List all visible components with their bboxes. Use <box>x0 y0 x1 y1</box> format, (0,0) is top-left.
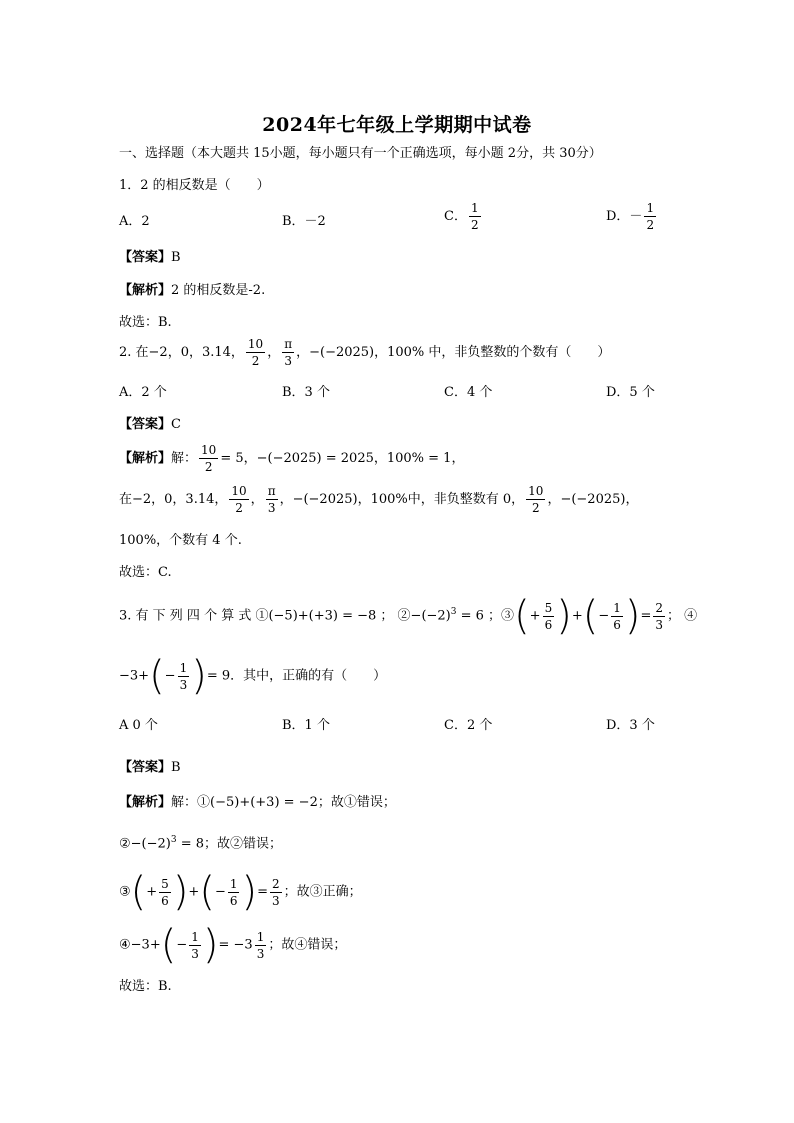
q3-choose: 故选：B. <box>119 979 172 994</box>
q3-option-b: B．1 个 <box>282 718 330 733</box>
q2-analysis-line2: 在−2，0，3.14， $\frac{10}{2}$ ， $\frac{\pi}{3}$ ，−(−2025)，100%中，非负整数有 0， $\frac{10}{2}$ ，−(−2025)， <box>119 484 639 515</box>
fraction: $\frac{1}{2}$ <box>646 201 655 232</box>
q1-stem: 1．2 的相反数是（ ） <box>119 178 270 193</box>
q1-answer: 【答案】B <box>119 250 181 265</box>
q2-analysis-line3: 100%，个数有 4 个. <box>119 533 242 548</box>
q2-analysis: 【解析】解： $\frac{10}{2}$ = 5，−(−2025) = 2025，100% = 1， <box>119 443 465 474</box>
q3-stem-line2: −3+(− $\frac{1}{3}$ )= 9．其中，正确的有（ ） <box>119 653 387 699</box>
q3-option-d: D．3 个 <box>606 718 655 733</box>
q3-option-c: C．2 个 <box>444 718 493 733</box>
q1-choose: 故选：B. <box>119 315 172 330</box>
q3-analysis-step3: ③(+ $\frac{5}{6}$ )+(− $\frac{1}{6}$ )= $\frac{2}{3}$ ；故③正确； <box>119 869 362 915</box>
q3-analysis-step2: $②-(-2)^3 = 8$；故②错误； <box>119 835 283 852</box>
fraction: $\frac{1}{2}$ <box>470 201 479 232</box>
q2-option-c: C．4 个 <box>444 385 493 400</box>
q3-stem: 3. 有 下 列 四 个 算 式 ①(−5)+(+3) = −8 ； $②-(-2)^3 = 6$ ；③(+ $\frac{5}{6}$ )+(− $\frac{1}{6}$ )= $\frac{2}{3}$ ； ④ <box>119 593 698 639</box>
q2-choose: 故选：C. <box>119 565 172 580</box>
q1-option-d: D．－ $\frac{1}{2}$ <box>606 201 655 232</box>
page-title: 2024年七年级上学期期中试卷 <box>262 114 532 136</box>
q3-analysis: 【解析】解：①(−5)+(+3) = −2；故①错误； <box>119 795 396 810</box>
q1-option-a: A．2 <box>119 214 150 229</box>
q2-option-d: D．5 个 <box>606 385 655 400</box>
q3-option-a: A 0 个 <box>119 718 158 733</box>
q1-option-c: C． $\frac{1}{2}$ <box>444 201 479 232</box>
q2-stem: 2. 在−2，0，3.14， $\frac{10}{2}$ ， $\frac{\pi}{3}$ ，−(−2025)，100% 中，非负整数的个数有（ ） <box>119 337 611 368</box>
q1-option-b: B．－2 <box>282 214 326 229</box>
q2-option-b: B．3 个 <box>282 385 330 400</box>
q3-analysis-step4: ④−3+(− $\frac{1}{3}$ )= −3 $\frac{1}{3}$ ；故④错误； <box>119 922 347 968</box>
q2-option-a: A．2 个 <box>119 385 167 400</box>
q3-answer: 【答案】B <box>119 760 181 775</box>
q1-analysis: 【解析】2 的相反数是-2. <box>119 283 266 298</box>
q2-answer: 【答案】C <box>119 417 181 432</box>
section-heading: 一、选择题（本大题共 15小题，每小题只有一个正确选项，每小题 2分，共 30分） <box>119 146 602 161</box>
